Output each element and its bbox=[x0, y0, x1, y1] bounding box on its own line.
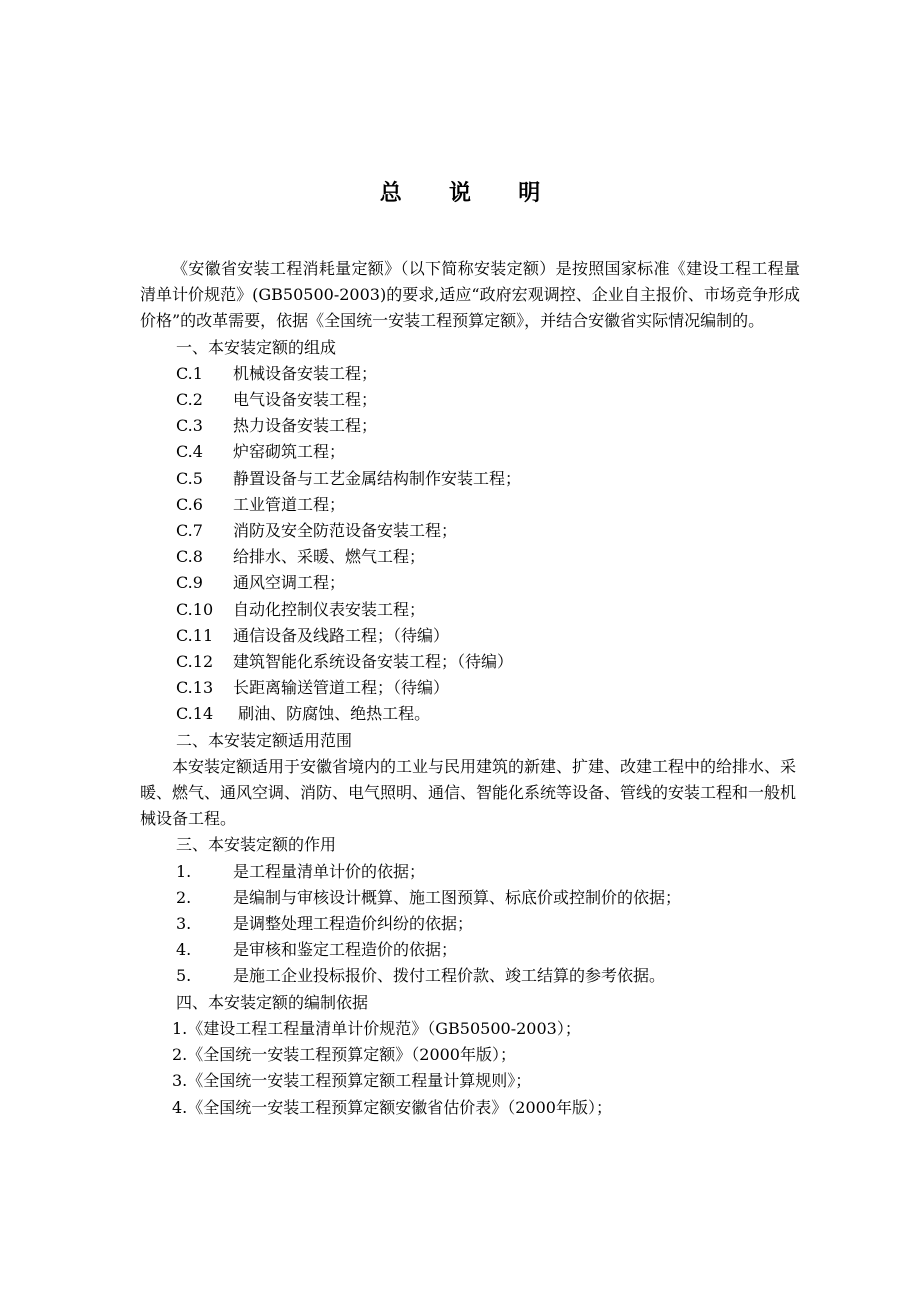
item-text: 炉窑砌筑工程； bbox=[233, 442, 346, 462]
item-code: C.2 bbox=[176, 390, 203, 410]
item-text: 《全国统一安装工程预算定额安徽省估价表》（2000年版）； bbox=[187, 1097, 612, 1117]
list-item bbox=[140, 623, 800, 649]
item-code: C.10 bbox=[176, 599, 214, 619]
item-code: C.4 bbox=[176, 442, 203, 462]
list-item bbox=[140, 963, 800, 989]
list-item bbox=[140, 937, 800, 963]
item-text: 静置设备与工艺金属结构制作安装工程； bbox=[233, 468, 522, 488]
item-text: 电气设备安装工程； bbox=[233, 390, 378, 410]
item-number: 3. bbox=[176, 914, 192, 934]
list-item bbox=[140, 570, 800, 596]
item-number: 2. bbox=[172, 1045, 188, 1065]
list-item bbox=[140, 1068, 800, 1094]
item-code: C.6 bbox=[176, 494, 203, 514]
item-code: C.11 bbox=[176, 625, 214, 645]
item-code: C.3 bbox=[176, 416, 203, 436]
item-text: 热力设备安装工程； bbox=[233, 416, 378, 436]
item-text: 是编制与审核设计概算、施工图预算、标底价或控制价的依据； bbox=[233, 887, 682, 907]
item-code: C.14 bbox=[176, 704, 214, 724]
item-number: 1. bbox=[176, 861, 192, 881]
item-text: 通信设备及线路工程；（待编） bbox=[233, 625, 450, 645]
item-code: C.1 bbox=[176, 363, 203, 383]
item-text: 给排水、采暖、燃气工程； bbox=[233, 547, 426, 567]
item-text: 刷油、防腐蚀、绝热工程。 bbox=[233, 704, 431, 724]
item-number: 3. bbox=[172, 1071, 188, 1091]
list-item bbox=[140, 492, 800, 518]
item-text: 《建设工程工程量清单计价规范》（GB50500-2003）； bbox=[187, 1018, 581, 1038]
document-body bbox=[140, 256, 800, 1121]
list-item bbox=[140, 675, 800, 701]
list-item bbox=[140, 701, 800, 727]
list-item bbox=[140, 885, 800, 911]
item-text: 消防及安全防范设备安装工程； bbox=[233, 521, 458, 541]
item-text: 通风空调工程； bbox=[233, 573, 346, 593]
list-item bbox=[140, 1042, 800, 1068]
item-number: 2. bbox=[176, 887, 192, 907]
scope-paragraph: 本安装定额适用于安徽省境内的工业与民用建筑的新建、扩建、改建工程中的给排水、采暖、燃气、通风空调、消防、电气照明、通信、智能化系统等设备、管线的安装工程和一般机械设备工程。 bbox=[140, 756, 797, 829]
list-item bbox=[140, 911, 800, 937]
list-item bbox=[140, 413, 800, 439]
section-heading-function: 三、本安装定额的作用 bbox=[176, 835, 337, 855]
section-heading-basis: 四、本安装定额的编制依据 bbox=[176, 992, 369, 1012]
list-item bbox=[140, 1095, 800, 1121]
basis-list bbox=[140, 1016, 800, 1121]
item-number: 5. bbox=[176, 966, 192, 986]
item-code: C.13 bbox=[176, 678, 214, 698]
function-list bbox=[140, 859, 800, 990]
item-text: 《全国统一安装工程预算定额工程量计算规则》； bbox=[187, 1071, 532, 1091]
item-code: C.12 bbox=[176, 652, 214, 672]
intro-paragraph: 《安徽省安装工程消耗量定额》（以下简称安装定额）是按照国家标准《建设工程工程量清单计价规范》(GB50500-2003)的要求,适应“政府宏观调控、企业自主报价、市场竞争形成价格”的改革需要，依据《全国统一安装工程预算定额》，并结合安徽省实际情况编制的。 bbox=[140, 259, 800, 331]
list-item bbox=[140, 361, 800, 387]
list-item bbox=[140, 439, 800, 465]
list-item bbox=[140, 859, 800, 885]
list-item bbox=[140, 544, 800, 570]
item-text: 长距离输送管道工程；（待编） bbox=[233, 678, 450, 698]
item-text: 工业管道工程； bbox=[233, 494, 346, 514]
item-number: 4. bbox=[172, 1097, 188, 1117]
item-text: 是审核和鉴定工程造价的依据； bbox=[233, 940, 458, 960]
item-number: 4. bbox=[176, 940, 192, 960]
section-heading-scope: 二、本安装定额适用范围 bbox=[176, 730, 353, 750]
composition-list bbox=[140, 361, 800, 728]
list-item bbox=[140, 597, 800, 623]
item-code: C.5 bbox=[176, 468, 203, 488]
list-item bbox=[140, 518, 800, 544]
list-item bbox=[140, 649, 800, 675]
page-title: 总 说 明 bbox=[379, 181, 561, 206]
item-code: C.9 bbox=[176, 573, 203, 593]
item-text: 是施工企业投标报价、拨付工程价款、竣工结算的参考依据。 bbox=[233, 966, 666, 986]
section-heading-composition: 一、本安装定额的组成 bbox=[176, 337, 337, 357]
item-text: 建筑智能化系统设备安装工程；（待编） bbox=[233, 652, 514, 672]
item-text: 机械设备安装工程； bbox=[233, 363, 378, 383]
item-code: C.8 bbox=[176, 547, 203, 567]
item-text: 是工程量清单计价的依据； bbox=[233, 861, 426, 881]
list-item bbox=[140, 466, 800, 492]
item-text: 自动化控制仪表安装工程； bbox=[233, 599, 426, 619]
list-item bbox=[140, 1016, 800, 1042]
item-text: 是调整处理工程造价纠纷的依据； bbox=[233, 914, 474, 934]
item-code: C.7 bbox=[176, 521, 203, 541]
item-number: 1. bbox=[172, 1018, 188, 1038]
list-item bbox=[140, 387, 800, 413]
item-text: 《全国统一安装工程预算定额》（2000年版）； bbox=[187, 1045, 516, 1065]
